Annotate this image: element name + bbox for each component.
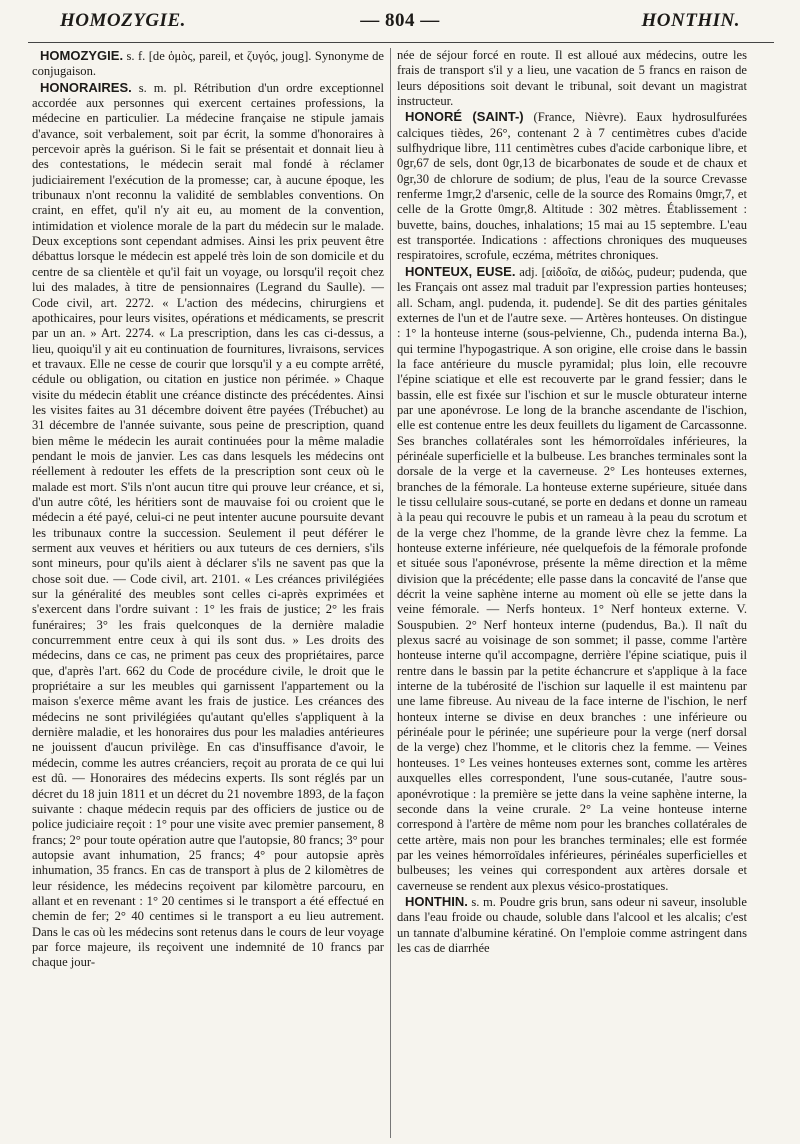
entry-honthin [397,894,747,956]
header-right-word: HONTHIN. [641,10,740,31]
entry-text: née de séjour forcé en route. Il est alloué aux médecins, outre les frais de transport s'il y a lieu, une vacation de 5 francs en raison de leurs dépositions soit devant le tribunal, soit devant un magistrat instructeur. [397,48,747,109]
headword: HONTEUX, EUSE. [405,263,516,279]
header-rule [28,42,774,43]
entry-honoraires-continued [397,48,747,109]
entry-text: s. m. pl. Rétribution d'un ordre exceptionnel accordée aux personnes qui exercent certaines professions, la médecine en particulier. La médecine française ne stipule jamais d'avance, soit verbalement, soit par écrit, la somme d'honoraires à percevoir après la guérison. Si le fait se présentait et donnait lieu à des contestations, le médecin serait mal fondé à réclamer judiciairement l'exécution de la promesse; car, à aucune époque, les tribunaux n'ont reconnu la validité de semblables conventions. On craint, en effet, qu'il n'y ait eu, au moment de la convention, intimidation et violence morale de la part du médecin sur le malade. Deux exceptions sont cependant admises. Ainsi les prix peuvent être débattus lorsque le médecin est appelé très loin de son domicile et du centre de sa clientèle et qu'il fait un voyage, ou lorsqu'il reçoit chez lui des malades, à titre de pensionnaires (Legrand du Saulle). — Code civil, art. 2272. « L'action des médecins, chirurgiens et apothicaires, pour leurs visites, opérations et médicaments, se prescrit par un an. » Art. 2274. « La prescription, dans les cas ci-dessus, a lieu, quoiqu'il y ait eu continuation de fournitures, livraisons, services et travaux. Elle ne cesse de courir que lorsqu'il y a eu compte arrêté, cédule ou obligation, ou citation en justice non périmée. » Chaque visite du médecin établit une créance distincte des précédentes. Ainsi les visites faites au 31 décembre doivent être payées (Trébuchet) au 31 décembre de l'année suivante, sous peine de prescription, quand bien même le médecin les aurait continuées pour la même maladie pendant le mois de janvier. Les cas dans lesquels les médecins ont réellement à redouter les effets de la prescription sont ceux où le malade est mort. S'ils n'ont aucun titre qui prouve leur créance, et si, d'un autre côté, les héritiers sont de mauvaise foi ou croient que le médecin a été payé, celui-ci ne peut intenter aucune poursuite devant les tribunaux contre la succession. Seulement il peut déférer le serment aux veuves et héritiers ou aux tuteurs de ces derniers, s'ils sont mineurs, pour qu'ils aient à déclarer s'ils ne savent pas que la chose soit due. — Code civil, art. 2101. « Les créances privilégiées sur la généralité des meubles sont celles ci-après exprimées et s'exercent dans l'ordre suivant : 1° les frais de justice; 2° les frais funéraires; 3° les frais quelconques de la dernière maladie concurremment entre ceux à qui ils sont dus. » Les droits des médecins, dans ce cas, ne priment pas ceux des propriétaires, parce que, d'après l'art. 662 du Code de procédure civile, le droit que le propriétaire a sur les meubles qui garnissent l'appartement ou la maison s'exerce même avant les frais de justice. Les créances des médecins ne sont privilégiées qu'autant qu'elles s'appliquent à la dernière maladie, et les honoraires dus pour les maladies antérieures ne jouissent d'aucun privilège. En cas d'insuffisance d'avoir, le médecin, comme les autres créanciers, reçoit au prorata de ce qui lui est dû. — Honoraires des médecins experts. Ils sont réglés par un décret du 18 juin 1811 et un décret du 21 novembre 1893, de la façon suivante : chaque médecin requis par des officiers de justice ou de police judiciaire reçoit : 1° pour une visite avec premier pansement, 8 francs; 2° pour toute opération autre que l'autopsie, 80 francs; 3° pour autopsie avant inhumation, 25 francs; 4° pour autopsie après inhumation, 35 francs. En cas de transport à plus de 2 kilomètres de leur résidence, les médecins reçoivent par kilomètre parcouru, en allant et en revenant : 1° 20 centimes si le transport a été effectué en chemin de fer; 2° 40 centimes si le transport a eu lieu autrement. Dans le cas où les médecins sont retenus dans le cours de leur voyage par force majeure, ils reçoivent une indemnité de 10 francs par chaque jour- [32,80,384,970]
entry-text: s. m. Poudre gris brun, sans odeur ni saveur, insoluble dans l'eau froide ou chaude, soluble dans l'alcool et les alcalis; c'est un tannate d'albumine kératiné. On l'emploie comme astringent dans les cas de diarrhée [397,894,747,955]
headword: HONORAIRES. [40,79,132,95]
entry-text: s. f. [de ὁμὸς, pareil, et ζυγός, joug]. Synonyme de conjugaison. [32,49,384,79]
page-number: — 804 — [360,10,440,31]
entry-text: (France, Nièvre). Eaux hydrosulfurées calciques tièdes, 26°, contenant 2 à 7 centimètres cubes d'acide sulfhydrique libre, 111 centimètres cubes d'acide carbonique libre, et 0gr,67 de sels, dont 0gr,13 de bicarbonates de soude et de chaux et 0gr,30 de chlorure de sodium; de plus, l'eau de la source Crevasse renferme 1mgr,2 d'arsenic, celle de la source des Romains 0mgr,7, et celle de la Grotte 0mgr,8. Altitude : 302 mètres. Établissement : buvette, bains, douches, inhalations; 15 mai au 15 septembre. L'eau est transportée. Indications : affections chroniques des muqueuses respiratoires, scrofule, eczéma, métrites chroniques. [397,110,747,263]
column-divider [390,48,391,1138]
headword: HONTHIN. [405,893,468,909]
headword: HONORÉ (SAINT-) [405,109,524,125]
entry-honoraires [32,80,384,971]
headword: HOMOZYGIE. [40,48,124,63]
header-left-word: HOMOZYGIE. [60,10,186,31]
running-head [40,10,760,36]
entry-honteux [397,264,747,894]
entry-homozygie [32,48,384,80]
right-column [397,48,747,1140]
left-column [32,48,384,1140]
entry-honore-saint [397,109,747,263]
entry-text: adj. [αἰδοῖα, de αἰδώς, pudeur; pudenda, que les Français ont assez mal traduit par l'expression parties honteuses; all. Scham, angl. pudenda, it. pudende]. Se dit des parties génitales externes de l'un et de l'autre sexe. — Artères honteuses. On distingue : 1° la honteuse interne (sous-pelvienne, Ch., pudenda interna Ba.), qui termine l'hypogastrique. A son origine, elle croise dans le bassin la face antérieure du muscle pyramidal; plus loin, elle recouvre l'épine sciatique et elle est recouverte par le grand fessier; dans le bassin, elle est fixée sur l'ischion et sur le muscle obturateur interne par une aponévrose. Le long de la branche ascendante de l'ischion, elle est contenue entre les deux feuillets du ligament de Carcassonne. Ses branches collatérales sont les hémorroïdales inférieures, la périnéale superficielle et la bulbeuse. Les branches terminales sont la dorsale de la verge et la caverneuse. 2° Les honteuses externes, branches de la fémorale. La honteuse externe supérieure, située dans le tissu cellulaire sous-cutané, se porte en dedans et donne un rameau à la peau qui recouvre le pubis et un rameau à la peau du scrotum et de la verge chez l'homme, de la grande lèvre chez la femme. La honteuse externe inférieure, née quelquefois de la fémorale profonde et située sous l'aponévrose, présente la même direction et la même division que la précédente; elle passe dans la concavité de l'anse que décrit la veine saphène interne au moment où elle se jette dans la veine fémorale. — Nerfs honteux. 1° Nerf honteux externe. V. Souspubien. 2° Nerf honteux interne (pudendus, Ba.). Il naît du plexus sacré au voisinage de son sommet; il passe, comme l'artère honteuse interne qu'il accompagne, derrière l'épine sciatique, puis il rentre dans le bassin par la petite échancrure et s'applique à la face interne de la tubérosité de l'ischion sur laquelle il est maintenu par une lame fibreuse. Au niveau de la face interne de l'ischion, le nerf honteux interne se divise en deux branches : une inférieure ou périnéale pour le périnée; une supérieure pour la verge (nerf dorsal de la verge) chez l'homme, et le clitoris chez la femme. — Veines honteuses. 1° Les veines honteuses externes sont, comme les artères auxquelles elles correspondent, l'une sous-cutanée, l'autre sous-aponévrotique : la première se jette dans la veine saphène interne, la seconde dans la veine crurale. 2° La veine honteuse interne correspond à l'artère de même nom pour les branches collatérales de cette artère, mais non pour les branches terminales; elle est formée par les veines hémorroïdales inférieures, périnéales superficielles et bulbeuses; les veines qui correspondent aux artères dorsale et caverneuse se rendent aux plexus vésico-prostatiques. [397,264,747,893]
